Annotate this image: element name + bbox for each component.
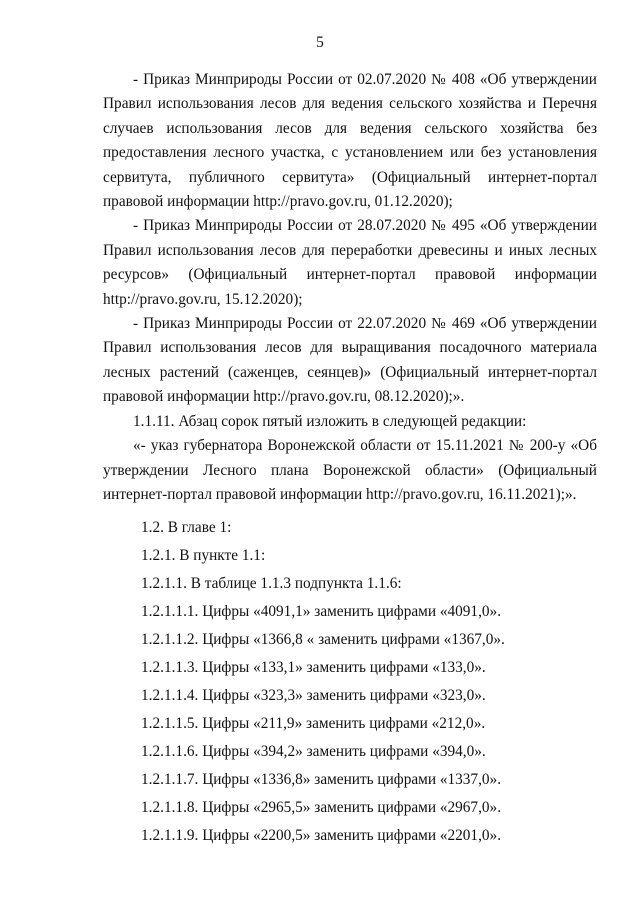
list-item: 1.2.1.1.4. Цифры «323,3» заменить цифрами «323,0». xyxy=(141,687,486,705)
list-item: 1.2.1.1.1. Цифры «4091,1» заменить цифрами «4091,0». xyxy=(141,603,502,621)
list-item: 1.2. В главе 1: xyxy=(141,519,232,537)
paragraph-order-495: - Приказ Минприроды России от 28.07.2020 № 495 «Об утверждении Правил использования лесов для переработки древесины и иных лесных ресурсов» (Официальный интернет-портал правовой информации http://pravo.gov.ru, 15.12.2020); xyxy=(103,217,597,308)
spacer xyxy=(103,507,597,514)
list-item: 1.2.1. В пункте 1.1: xyxy=(141,547,266,565)
list-item: 1.2.1.1.9. Цифры «2200,5» заменить цифрами «2201,0». xyxy=(141,827,502,845)
list-item: 1.2.1.1.7. Цифры «1336,8» заменить цифрами «1337,0». xyxy=(141,771,502,789)
list-item: 1.2.1.1.8. Цифры «2965,5» заменить цифрами «2967,0». xyxy=(141,799,502,817)
paragraph-decree-200: «- указ губернатора Воронежской области от 15.11.2021 № 200-у «Об утверждении Лесного плана Воронежской области» (Официальный интернет-портал правовой информации http://pravo.gov.ru, 16.11.2021);». xyxy=(103,437,597,503)
page-number: 5 xyxy=(316,34,324,51)
paragraph-1-1-11: 1.1.11. Абзац сорок пятый изложить в следующей редакции: xyxy=(133,412,527,430)
paragraph-order-469: - Приказ Минприроды России от 22.07.2020 № 469 «Об утверждении Правил использования лесов для выращивания посадочного материала лесных растений (саженцев, сеянцев)» (Официальный интернет-портал правовой информации http://pravo.gov.ru, 08.12.2020);». xyxy=(103,315,597,406)
list-item: 1.2.1.1. В таблице 1.1.3 подпункта 1.1.6: xyxy=(141,575,402,593)
list-item: 1.2.1.1.5. Цифры «211,9» заменить цифрами «212,0». xyxy=(141,715,486,733)
list-item: 1.2.1.1.3. Цифры «133,1» заменить цифрами «133,0». xyxy=(141,659,486,677)
document-body xyxy=(103,68,597,850)
list-item: 1.2.1.1.2. Цифры «1366,8 « заменить цифрами «1367,0». xyxy=(141,631,505,649)
paragraph-order-408: - Приказ Минприроды России от 02.07.2020 № 408 «Об утверждении Правил использования лесов для ведения сельского хозяйства и Перечня случаев использования лесов для ведения сельского хозяйства без предоставления лесного участка, с установлением или без установления сервитута, публичного сервитута» (Официальный интернет-портал правовой информации http://pravo.gov.ru, 01.12.2020); xyxy=(103,71,597,211)
list-item: 1.2.1.1.6. Цифры «394,2» заменить цифрами «394,0». xyxy=(141,743,486,761)
